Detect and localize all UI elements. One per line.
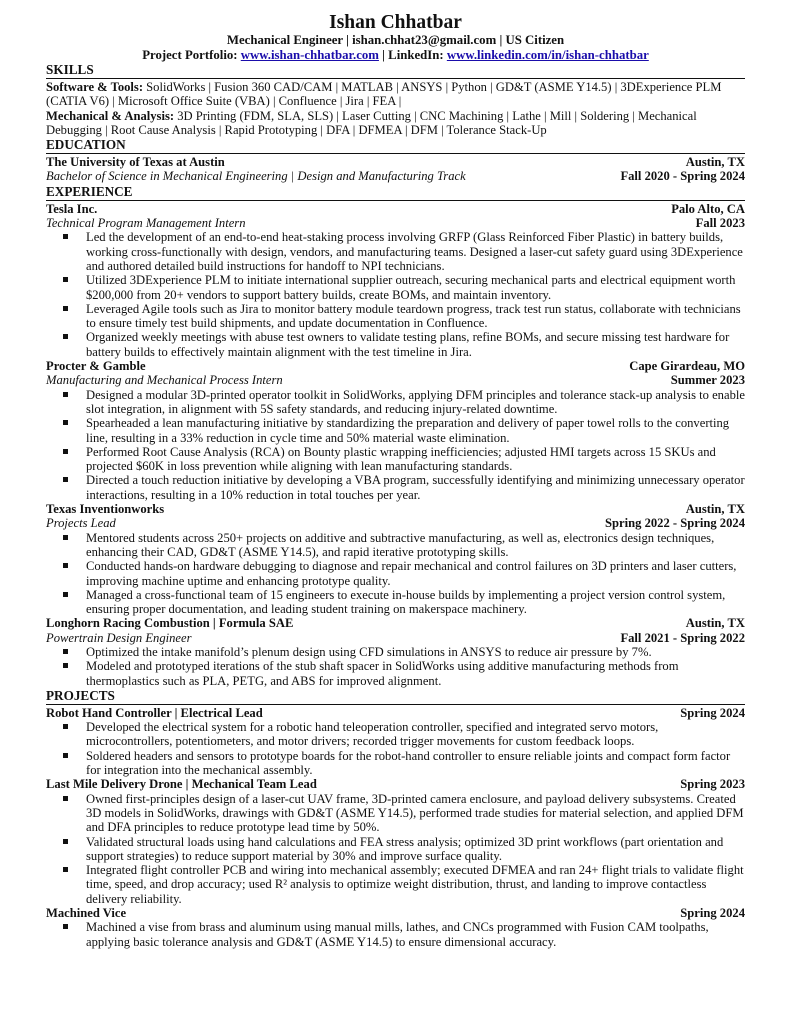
job-bullets	[46, 388, 745, 502]
job-subheader	[46, 631, 745, 645]
job-bullets	[46, 230, 745, 359]
project-dates: Spring 2024	[680, 906, 745, 921]
mech-label: Mechanical & Analysis:	[46, 108, 175, 123]
software-text: SolidWorks | Fusion 360 CAD/CAM | MATLAB | ANSYS | Python | GD&T (ASME Y14.5) | 3DExperience PLM (CATIA V6) | Microsoft Office Suite (VBA) | Confluence | Jira | FEA |	[46, 80, 722, 109]
job-dates: Fall 2021 - Spring 2022	[620, 630, 745, 645]
job-bullets	[46, 645, 745, 688]
projects-heading: PROJECTS	[46, 688, 745, 705]
mechanical-skills	[46, 109, 745, 138]
job-org: Texas Inventionworks	[46, 502, 165, 517]
project-header	[46, 777, 745, 791]
job-location: Cape Girardeau, MO	[629, 359, 745, 374]
bullet-item: Integrated flight controller PCB and wiring into mechanical assembly; executed DFMEA and ran 24+ flight trials to validate flight time, speed, and drop accuracy; used R² analysis to optimize weight distribution, thrust, and landing to improve contactless delivery reliability.	[46, 863, 745, 906]
bullet-item: Spearheaded a lean manufacturing initiative by standardizing the preparation and delivery of paper towel rolls to the converting line, resulting in a 33% reduction in cycle time and 50% material waste elimination.	[46, 416, 745, 445]
job-role: Projects Lead	[46, 516, 116, 531]
job-location: Austin, TX	[685, 616, 745, 631]
bullet-item: Leveraged Agile tools such as Jira to monitor battery module teardown progress, track test run status, collaborate with technicians to ensure timely test build shipments, and update documentation in Confluence.	[46, 302, 745, 331]
school-location: Austin, TX	[685, 155, 745, 170]
bullet-item: Performed Root Cause Analysis (RCA) on Bounty plastic wrapping inefficiencies; adjusted HMI targets across 15 SKUs and projected $60K in loss prevention while aligning with lean manufacturing standards.	[46, 445, 745, 474]
job-header	[46, 616, 745, 630]
bullet-item: Developed the electrical system for a robotic hand teleoperation controller, specified and integrated servo motors, microcontrollers, potentiometers, and motor drivers; recorded trigger movements for custom feedback loops.	[46, 720, 745, 749]
job-entry	[46, 202, 745, 359]
job-dates: Spring 2022 - Spring 2024	[605, 516, 745, 531]
job-entry	[46, 359, 745, 502]
job-header	[46, 359, 745, 373]
bullet-item: Led the development of an end-to-end heat-staking process involving GRFP (Glass Reinforced Fiber Plastic) in battery builds, working cross-functionally with design, vendors, and manufacturing teams. Designed a laser-cut safety guard using 3DExperience and authored detailed build instructions for handoff to NPI technicians.	[46, 230, 745, 273]
bullet-item: Organized weekly meetings with abuse test owners to validate testing plans, refine BOMs, and secure missing test hardware for battery builds to effectively maintain alignment with the test timeline in Jira.	[46, 330, 745, 359]
project-bullets	[46, 720, 745, 777]
job-dates: Summer 2023	[670, 373, 745, 388]
project-header	[46, 706, 745, 720]
project-entry	[46, 706, 745, 777]
education-heading: EDUCATION	[46, 137, 745, 154]
skills-heading: SKILLS	[46, 62, 745, 79]
job-header	[46, 502, 745, 516]
project-entry	[46, 777, 745, 906]
job-role: Powertrain Design Engineer	[46, 630, 192, 645]
bullet-item: Conducted hands-on hardware debugging to diagnose and repair mechanical and control failures on 3D printers and laser cutters, improving machine uptime and enhancing prototype quality.	[46, 559, 745, 588]
job-bullets	[46, 531, 745, 617]
linkedin-label: | LinkedIn:	[378, 47, 447, 62]
job-entry	[46, 502, 745, 616]
bullet-item: Optimized the intake manifold’s plenum design using CFD simulations in ANSYS to reduce air pressure by 7%.	[46, 645, 745, 659]
job-org: Procter & Gamble	[46, 359, 146, 374]
job-org: Longhorn Racing Combustion | Formula SAE	[46, 616, 294, 631]
bullet-item: Designed a modular 3D-printed operator toolkit in SolidWorks, applying DFM principles and tolerance stack-up analysis to enable slot integration, in alignment with 5S safety standards, and reducing injury-related downtime.	[46, 388, 745, 417]
project-name: Machined Vice	[46, 906, 127, 921]
project-bullets	[46, 792, 745, 906]
project-bullets	[46, 920, 745, 949]
portfolio-link[interactable]: www.ishan-chhatbar.com	[240, 47, 379, 62]
bullet-item: Utilized 3DExperience PLM to initiate international supplier outreach, securing mechanical parts and electrical equipment worth $200,000 from 20+ vendors to support battery builds, create BOMs, and maintain inventory.	[46, 273, 745, 302]
job-entry	[46, 616, 745, 687]
project-name: Last Mile Delivery Drone | Mechanical Team Lead	[46, 777, 317, 792]
bullet-item: Mentored students across 250+ projects on additive and subtractive manufacturing, as well as, electronics design techniques, enhancing their CAD, GD&T (ASME Y14.5), and rapid iterative prototyping skills.	[46, 531, 745, 560]
project-dates: Spring 2024	[680, 705, 745, 720]
software-label: Software & Tools:	[46, 80, 144, 94]
job-header	[46, 202, 745, 216]
job-dates: Fall 2023	[695, 216, 745, 231]
mech-text: 3D Printing (FDM, SLA, SLS) | Laser Cutting | CNC Machining | Lathe | Mill | Soldering | Mechanical Debugging | Root Cause Analysis | Rapid Prototyping | DFA | DFMEA | DFM | Tolerance Stack-Up	[46, 108, 697, 137]
job-org: Tesla Inc.	[46, 201, 98, 216]
linkedin-link[interactable]: www.linkedin.com/in/ishan-chhatbar	[446, 47, 649, 62]
job-role: Technical Program Management Intern	[46, 216, 246, 231]
bullet-item: Soldered headers and sensors to prototype boards for the robot-hand controller to ensure reliable joints and compact form factor for integration into the mechanical assembly.	[46, 749, 745, 778]
bullet-item: Directed a touch reduction initiative by developing a VBA program, successfully identifying and minimizing unnecessary operator interactions, resulting in a 10% reduction in total touches per year.	[46, 473, 745, 502]
bullet-item: Modeled and prototyped iterations of the stub shaft spacer in SolidWorks using additive manufacturing methods from thermoplastics such as PLA, PETG, and ABS for improved alignment.	[46, 659, 745, 688]
bullet-item: Owned first-principles design of a laser-cut UAV frame, 3D-printed camera enclosure, and payload delivery subsystems. Created 3D models in SolidWorks, drawings with GD&T (ASME Y14.5), performed trade studies for material selection, and applied DFM and DFA principles to reduce prototype lead time by 50%.	[46, 792, 745, 835]
links-line	[46, 48, 745, 63]
job-subheader	[46, 216, 745, 230]
degree-row	[46, 169, 745, 183]
project-name: Robot Hand Controller | Electrical Lead	[46, 705, 263, 720]
portfolio-label: Project Portfolio:	[142, 47, 241, 62]
software-skills	[46, 80, 745, 109]
experience-heading: EXPERIENCE	[46, 184, 745, 201]
contact-line: Mechanical Engineer | ishan.chhat23@gmail.com | US Citizen	[226, 33, 565, 47]
job-subheader	[46, 373, 745, 387]
project-entry	[46, 906, 745, 949]
bullet-item: Machined a vise from brass and aluminum using manual mills, lathes, and CNCs programmed with Fusion CAM toolpaths, applying basic tolerance analysis and GD&T (ASME Y14.5) to ensure dimensional accuracy.	[46, 920, 745, 949]
candidate-name: Ishan Chhatbar	[329, 12, 462, 33]
job-location: Palo Alto, CA	[671, 201, 745, 216]
job-subheader	[46, 516, 745, 530]
job-role: Manufacturing and Mechanical Process Intern	[46, 373, 283, 388]
bullet-item: Validated structural loads using hand calculations and FEA stress analysis; optimized 3D print workflows (part orientation and support strategies) to reduce support material by 30% and improve surface quality.	[46, 835, 745, 864]
project-header	[46, 906, 745, 920]
bullet-item: Managed a cross-functional team of 15 engineers to execute in-house builds by implementing a project version control system, ensuring proper documentation, and leading student training on makerspace machinery.	[46, 588, 745, 617]
education-row	[46, 155, 745, 169]
education-dates: Fall 2020 - Spring 2024	[620, 169, 745, 184]
degree: Bachelor of Science in Mechanical Engineering | Design and Manufacturing Track	[46, 169, 466, 184]
job-location: Austin, TX	[685, 502, 745, 517]
project-dates: Spring 2023	[680, 777, 745, 792]
school-name: The University of Texas at Austin	[46, 155, 225, 170]
